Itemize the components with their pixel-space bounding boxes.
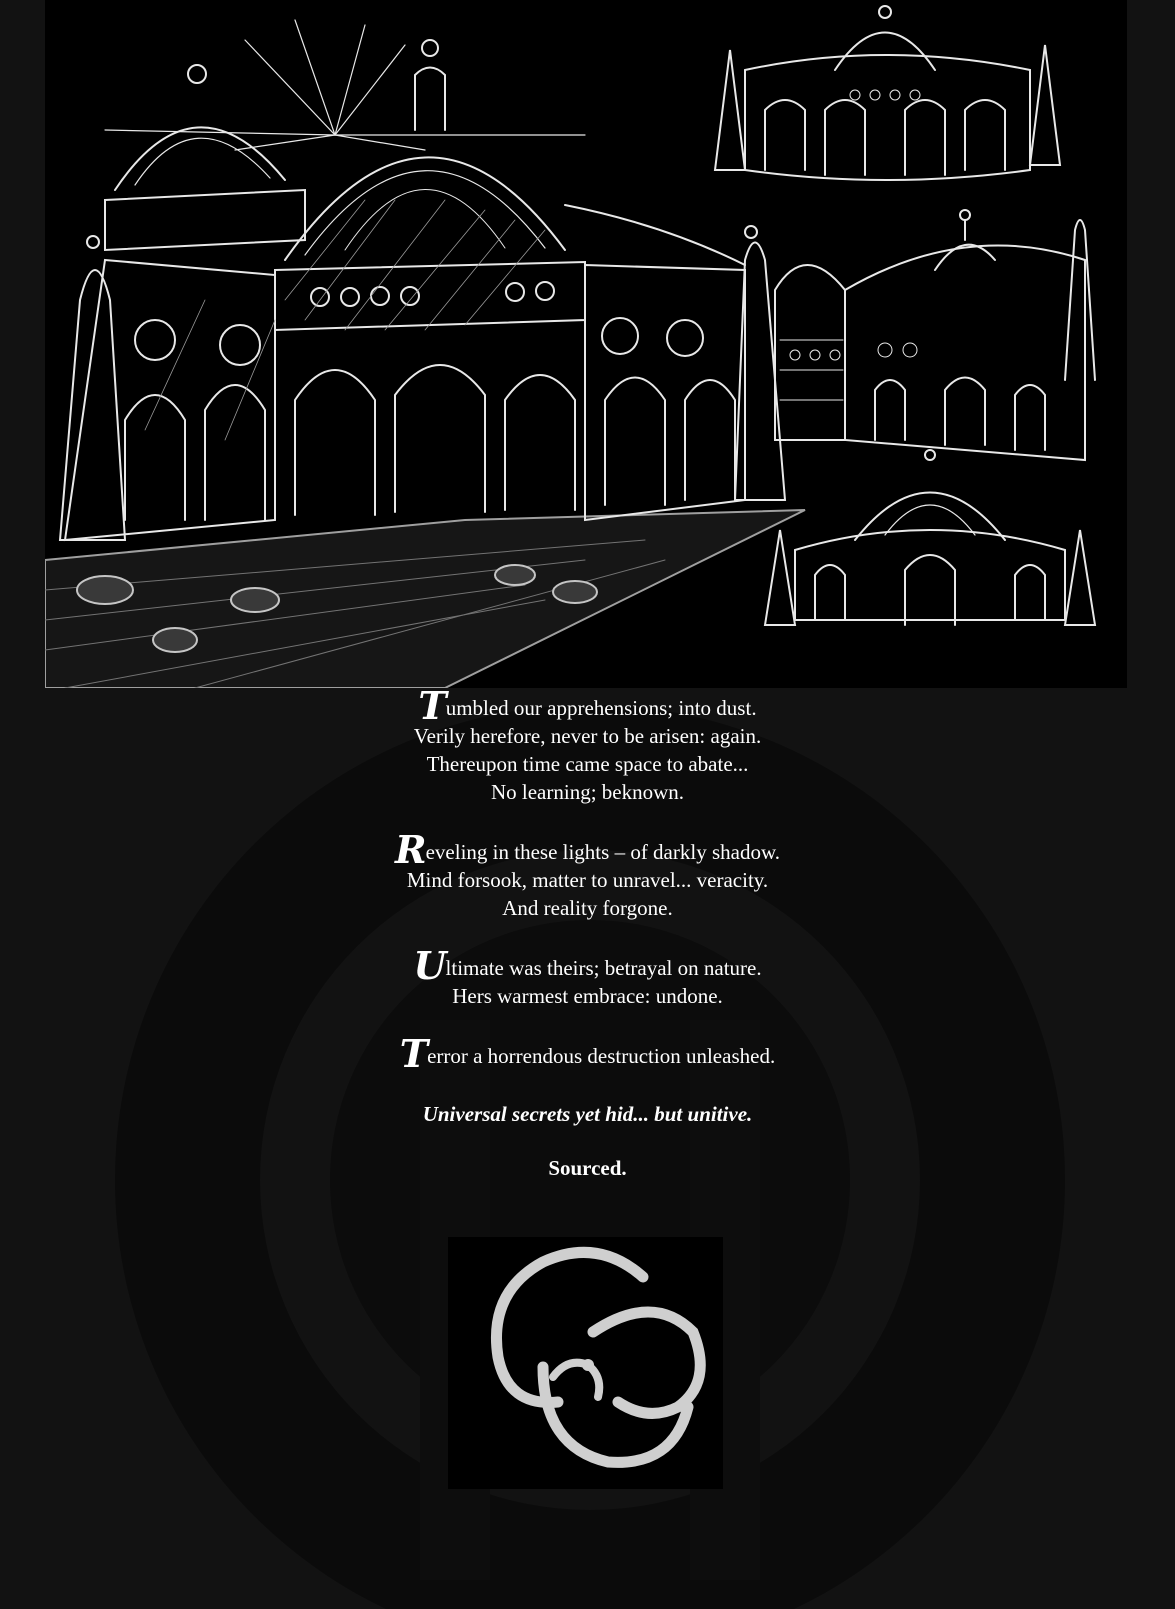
ring-top [496,1252,643,1402]
ring-right [593,1312,700,1413]
poem-line: Ultimate was theirs; betrayal on nature. [413,943,762,988]
stanza-3 [0,943,1175,1010]
triple-ring-symbol [448,1237,723,1489]
poem-line: Tumbled our apprehensions; into dust. [418,683,757,728]
poem-line: Hers warmest embrace: undone. [452,984,723,1008]
small-building-sketch-top [715,6,1060,180]
tagline: Universal secrets yet hid... but unitive. [422,1102,753,1126]
ground-plane [45,510,805,688]
poem-line: Thereupon time came space to abate... [426,752,749,776]
drop-cap: T [399,1031,428,1076]
poem-line: No learning; beknown. [490,780,685,804]
drop-cap: U [413,943,446,988]
signature: Sourced. [548,1156,627,1180]
stanza-1 [0,683,1175,806]
poem-line: Mind forsook, matter to unravel... veracity. [406,868,769,892]
poem [0,683,1175,1182]
main-cathedral-sketch [60,20,785,540]
stanza-2 [0,827,1175,922]
poem-line: Reveling in these lights – of darkly shadow. [395,827,780,872]
poem-line: Verily herefore, never to be arisen: again. [413,724,762,748]
small-building-sketch-bottom [765,450,1095,625]
drop-cap: R [395,827,426,872]
architecture-sketch-artwork [45,0,1127,688]
stanza-4 [0,1031,1175,1076]
drop-cap: T [418,683,446,728]
small-building-sketch-middle [775,210,1095,460]
poem-line: And reality forgone. [502,896,673,920]
poem-line: Terror a horrendous destruction unleashed. [399,1031,776,1076]
